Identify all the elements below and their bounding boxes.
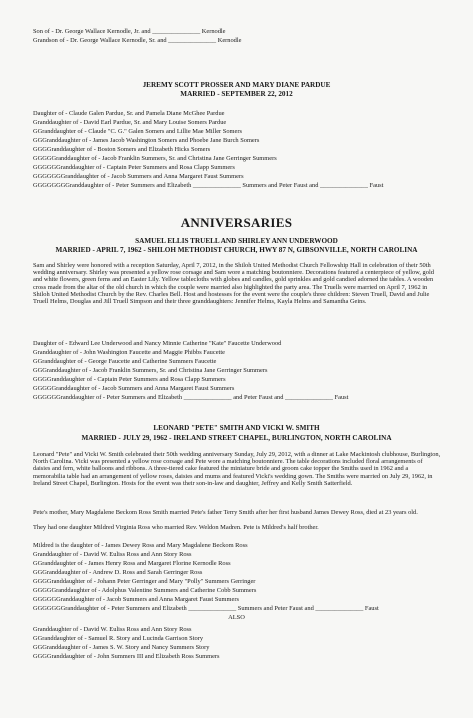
- wedding-couple-heading: JEREMY SCOTT PROSSER AND MARY DIANE PARDUE: [142, 81, 331, 89]
- lineage-line: Mildred is the daughter of - James Dewey Ross and Mary Magdalene Beckom Ross: [33, 542, 248, 549]
- lineage-line: GGGGGGGranddaughter of - Peter Summers and Elizabeth _______________ Summers and Peter Faust and _______________ Faust: [33, 605, 379, 612]
- lineage-line: GGGGranddaughter of - Boston Somers and Elizabeth Hicks Somers: [33, 146, 211, 153]
- anniversary-paragraph-daughter: They had one daughter Mildred Virginia Ross who married Rev. Weldon Madren. Pete is Mildred's half brother.: [33, 524, 319, 531]
- lineage-line: GGGGGGranddaughter of - Jacob Summers and Anna Margaret Faust Summers: [33, 596, 239, 603]
- lineage-line: GGranddaughter of - James Henry Ross and Margaret Florine Kernodle Ross: [33, 560, 231, 567]
- lineage-line: GGranddaughter of - Claude "C. G." Galen Somers and Lillie Mae Miller Somers: [33, 128, 242, 135]
- anniversary-paragraph-mother: Pete's mother, Mary Magdalene Beckom Ross Smith married Pete's father Terry Smith after her first husband James Dewey Ross, died at 23 years old.: [33, 509, 418, 516]
- anniversary-couple-heading: SAMUEL ELLIS TRUELL AND SHIRLEY ANN UNDERWOOD: [135, 237, 338, 245]
- lineage-line: GGGranddaughter of - James Jacob Washington Somers and Phoebe Jane Burch Somers: [33, 137, 260, 144]
- lineage-line: GGGranddaughter of - Jacob Franklin Summers, Sr. and Christina Jane Gerringer Summers: [33, 367, 268, 374]
- lineage-line: GGGGranddaughter of - Captain Peter Summers and Rosa Clapp Summers: [33, 376, 226, 383]
- anniversaries-heading: ANNIVERSARIES: [180, 215, 293, 230]
- lineage-line: Granddaughter of - David Earl Pardue, Sr. and Mary Louise Somers Pardue: [33, 119, 227, 126]
- also-label: ALSO: [228, 614, 245, 621]
- lineage-line: GGGranddaughter of - James S. W. Story and Nancy Summers Story: [33, 644, 210, 651]
- grandson-of-line: Grandson of - Dr. George Wallace Kernodle, Sr. and _______________ Kernodle: [33, 37, 242, 44]
- lineage-line: GGGGranddaughter of - Johann Peter Gerringer and Mary "Polly" Summers Gerringer: [33, 578, 256, 585]
- wedding-date-heading: MARRIED - SEPTEMBER 22, 2012: [180, 90, 293, 98]
- anniversary-date-heading: MARRIED - JULY 29, 1962 - IRELAND STREET CHAPEL, BURLINGTON, NORTH CAROLINA: [81, 434, 392, 442]
- anniversary-paragraph: Leonard "Pete" and Vicki W. Smith celebrated their 50th wedding anniversary Sunday, July 29, 2012, with a dinner at Lake Mackintosh clubhouse, Burlington, North Carolina. Vicki was presented a yellow rose corsage and Pete wore a matching boutonniere. The table decorations included floral arrangements of daisies and fern, white balloons and ribbons. A three-tiered cake featured the miniature bride and groom cake topper the Smiths used in 1962 and a memorabilia table had an arrangement of yellow roses, daisies and mums and featured Vicki's wedding gown. The Smiths were married on July 29, 1962, in Ireland Street Chapel, Burlington. Hosts for the event was their son-in-law and daughter, Jeffrey and Kelly Smith Satterfield.: [33, 451, 441, 487]
- anniversary-paragraph: Sam and Shirley were honored with a reception Saturday, April 7, 2012, in the Shiloh United Methodist Church Fellowship Hall in celebration of their 50th wedding anniversary. Shirley was presented a yellow rose corsage and Sam wore a matching boutonniere. Decorations featured a centerpiece of yellow, gold and white flowers, green ferns and an Easter Lily. Yellow tablecloths with globes and candles, gold sprinkles and gold candied adorned the tables. A wooden cross made from the altar of the old church in which the couple were married also highlighted the party area. The Truells were married on April 7, 1962 in Shiloh United Methodist Church by the Rev. Charles Bell. Host and hostesses for the event were the couple's three children: Steven Truell, David and Julie Truell Helms, Douglas and Jill Truell Simpson and their three granddaughters: Jennifer Helms, Kayla Helms and Samantha Geins.: [33, 262, 434, 306]
- lineage-line: GGGranddaughter of - Andrew D. Ross and Sarah Gerringer Ross: [33, 569, 203, 576]
- lineage-line: Granddaughter of - David W. Euliss Ross and Ann Story Ross: [33, 551, 192, 558]
- son-of-line: Son of - Dr. George Wallace Kernodle, Jr. and _______________ Kernodle: [33, 28, 226, 35]
- lineage-line: GGGGGGranddaughter of - Captain Peter Summers and Rosa Clapp Summers: [33, 164, 235, 171]
- lineage-line: GGGGGGGranddaughter of - Jacob Summers and Anna Margaret Faust Summers: [33, 173, 244, 180]
- lineage-line: GGGGranddaughter of - John Summers III and Elizabeth Ross Summers: [33, 653, 220, 660]
- lineage-line: GGGGGranddaughter of - Jacob Franklin Summers, Sr. and Christina Jane Gerringer Summers: [33, 155, 277, 162]
- anniversary-date-heading: MARRIED - APRIL 7, 1962 - SHILOH METHODIST CHURCH, HWY 87 N, GIBSONVILLE, NORTH CAROLINA: [55, 246, 418, 254]
- lineage-line: GGGGGranddaughter of - Adolphus Valentine Summers and Catherine Cobb Summers: [33, 587, 257, 594]
- anniversary-couple-heading: LEONARD "PETE" SMITH AND VICKI W. SMITH: [153, 424, 320, 432]
- lineage-line: Daughter of - Edward Lee Underwood and Nancy Minnie Catherine "Kate" Faucette Underwood: [33, 340, 282, 347]
- lineage-line: Daughter of - Claude Galen Pardue, Sr. and Pamela Diane McGhee Pardue: [33, 110, 225, 117]
- lineage-line: Granddaughter of - John Washington Faucette and Maggie Phibbs Faucette: [33, 349, 225, 356]
- lineage-line: GGranddaughter of - Samuel R. Story and Lucinda Garrison Story: [33, 635, 204, 642]
- lineage-line: GGGGGranddaughter of - Jacob Summers and Anna Margaret Faust Summers: [33, 385, 235, 392]
- lineage-line: GGranddaughter of - George Faucette and Catherine Summers Faucette: [33, 358, 217, 365]
- lineage-line: GGGGGGGGranddaughter of - Peter Summers and Elizabeth _______________ Summers and Peter Faust and _______________ Faust: [33, 182, 384, 189]
- lineage-line: Granddaughter of - David W. Euliss Ross and Ann Story Ross: [33, 626, 192, 633]
- lineage-line: GGGGGGranddaughter of - Peter Summers and Elizabeth _______________ and Peter Faust and _______________ Faust: [33, 394, 349, 401]
